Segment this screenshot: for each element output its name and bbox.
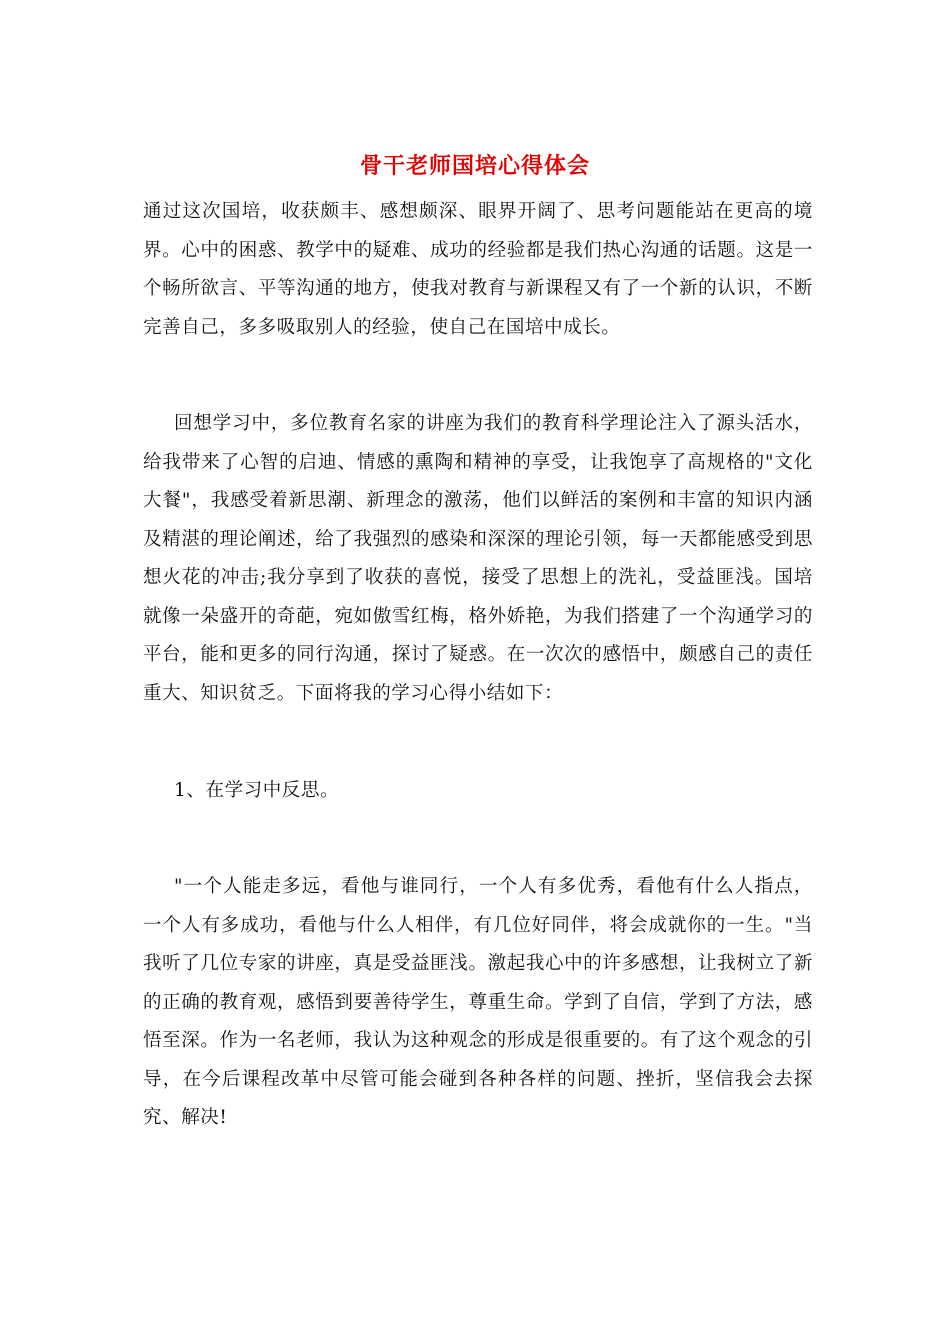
section-heading-1: 1、在学习中反思。 — [174, 780, 340, 801]
paragraph-reflection: 回想学习中，多位教育名家的讲座为我们的教育科学理论注入了源头活水，给我带来了心智的启迪、情感的熏陶和精神的享受，让我饱享了高规格的"文化大餐"，我感受着新思潮、新理念的激荡，他们以鲜活的案例和丰富的知识内涵及精湛的理论阐述，给了我强烈的感染和深深的理论引领，每一天都能感受到思想火花的冲击;我分享到了收获的喜悦，接受了思想上的洗礼，受益匪浅。国培就像一朵盛开的奇葩，宛如傲雪红梅，格外娇艳，为我们搭建了一个沟通学习的平台，能和更多的同行沟通，探讨了疑惑。在一次次的感悟中，颇感自己的责任重大、知识贫乏。下面将我的学习心得小结如下： — [143, 413, 813, 704]
document-title: 骨干老师国培心得体会 — [359, 153, 590, 179]
paragraph-section-1: "一个人能走多远，看他与谁同行，一个人有多优秀，看他有什么人指点，一个人有多成功，看他与什么人相伴，有几位好同伴，将会成就你的一生。"当我听了几位专家的讲座，真是受益匪浅。激起我心中的许多感想，让我树立了新的正确的教育观，感悟到要善待学生，尊重生命。学到了自信，学到了方法，感悟至深。作为一名老师，我认为这种观念的形成是很重要的。有了这个观念的引导，在今后课程改革中尽管可能会碰到各种各样的问题、挫折，坚信我会去探究、解决! — [143, 876, 813, 1128]
paragraph-intro: 通过这次国培，收获颇丰、感想颇深、眼界开阔了、思考问题能站在更高的境界。心中的困惑、教学中的疑难、成功的经验都是我们热心沟通的话题。这是一个畅所欲言、平等沟通的地方，使我对教育与新课程又有了一个新的认识，不断完善自己，多多吸取别人的经验，使自己在国培中成长。 — [143, 201, 813, 338]
